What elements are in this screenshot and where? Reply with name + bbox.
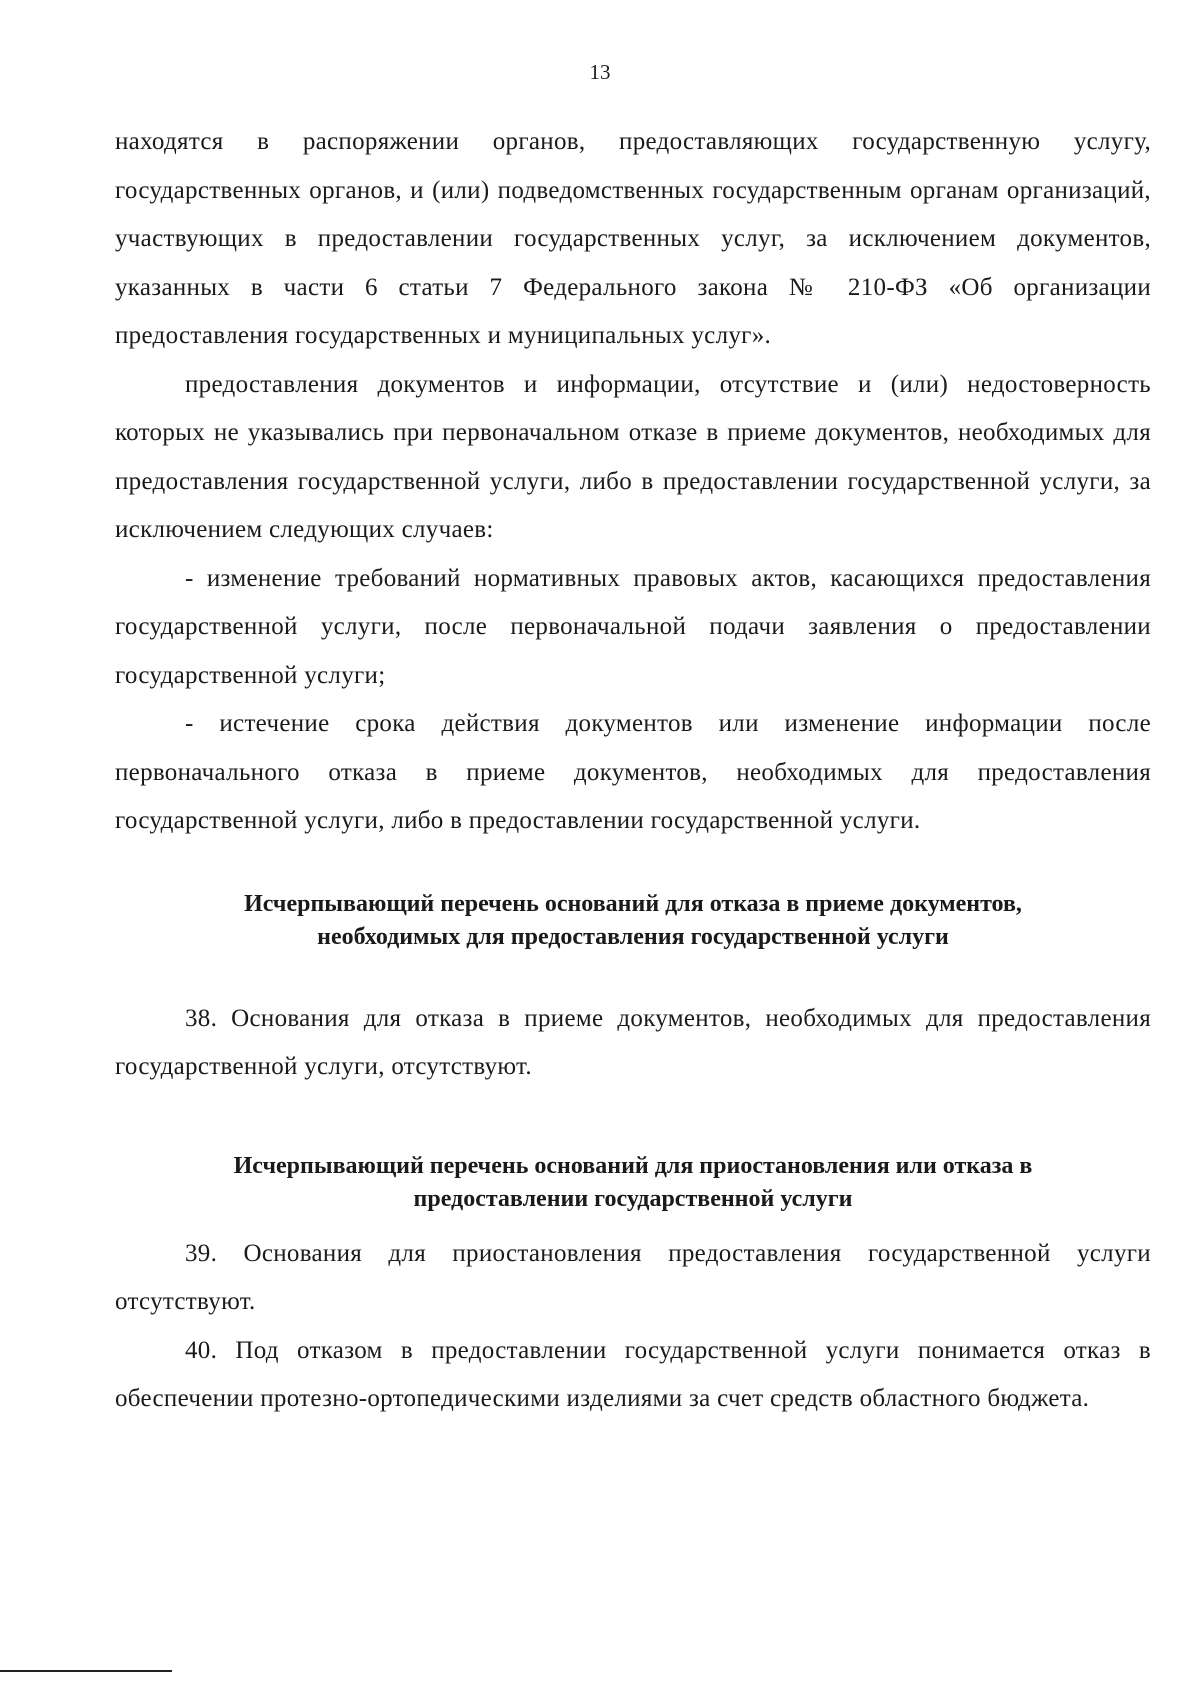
paragraph-documents-info: предоставления документов и информации, отсутствие и (или) недостоверность которых не указывались при первоначальном отказе в приеме документов, необходимых для предоставления государственной услуги, либо в предоставлении государственной услуги, за исключением следующих случаев: (115, 370, 1151, 543)
section-heading-suspension-refusal (115, 1150, 1151, 1216)
heading-line: предоставлении государственной услуги (413, 1185, 853, 1212)
document-body (115, 118, 1151, 1424)
heading-line: необходимых для предоставления государственной услуги (317, 923, 949, 950)
heading-line: Исчерпывающий перечень оснований для приостановления или отказа в (233, 1152, 1033, 1179)
list-item-requirements-change: - изменение требований нормативных правовых актов, касающихся предоставления государственной услуги, после первоначальной подачи заявления о предоставлении государственной услуги; (115, 564, 1151, 689)
list-item-documents-expiry: - истечение срока действия документов или изменение информации после первоначального отказа в приеме документов, необходимых для предоставления государственной услуги, либо в предоставлении государственной услуги. (115, 710, 1151, 834)
page-number: 13 (589, 60, 611, 84)
section-heading-refusal-documents (115, 888, 1151, 954)
paragraph-continuation: находятся в распоряжении органов, предоставляющих государственную услугу, государственных органов, и (или) подведомственных государственным органам организаций, участвующих в предоставлении государственных услуг, за исключением документов, указанных в части 6 статьи 7 Федерального закона № 210-ФЗ «Об организации предоставления государственных и муниципальных услуг». (115, 128, 1151, 349)
footnote-divider (0, 1670, 172, 1672)
paragraph-38: 38. Основания для отказа в приеме документов, необходимых для предоставления государственной услуги, отсутствуют. (115, 1004, 1151, 1080)
paragraph-40: 40. Под отказом в предоставлении государственной услуги понимается отказ в обеспечении протезно-ортопедическими изделиями за счет средств областного бюджета. (115, 1336, 1151, 1412)
paragraph-39: 39. Основания для приостановления предоставления государственной услуги отсутствуют. (115, 1239, 1151, 1315)
heading-line: Исчерпывающий перечень оснований для отказа в приеме документов, (244, 890, 1022, 917)
